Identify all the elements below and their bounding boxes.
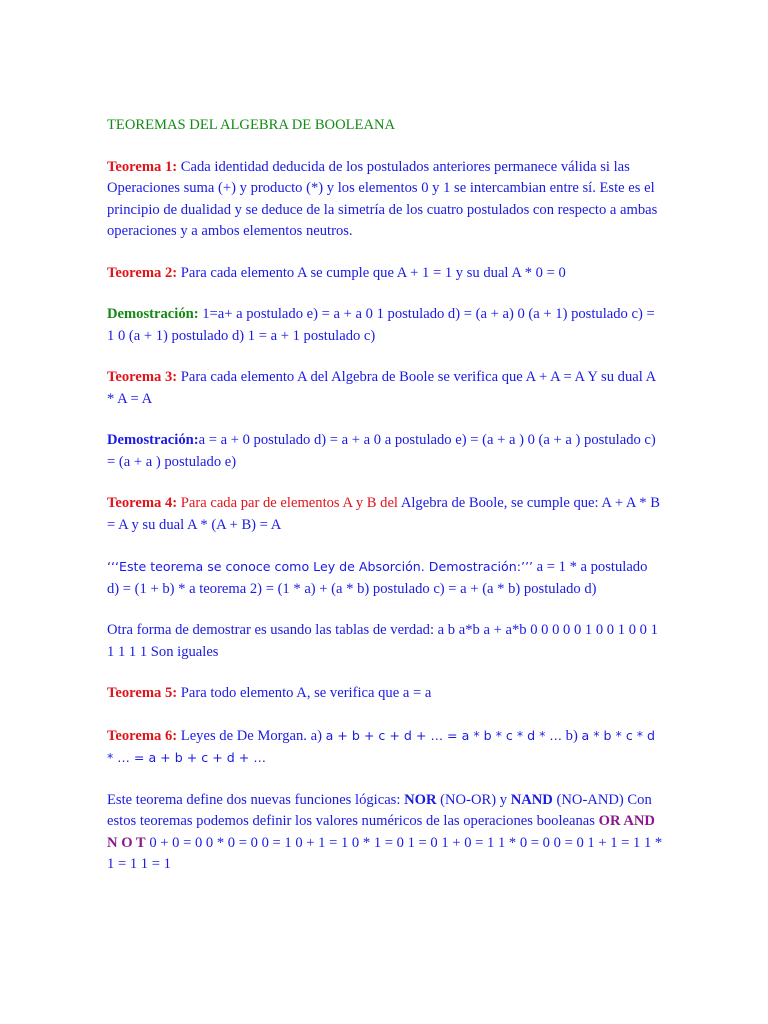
- theorem-4-label: Teorema 4:: [107, 495, 178, 511]
- final-text-2: (NO-OR) y: [436, 791, 511, 808]
- proof-3-label: Demostración:: [107, 432, 199, 448]
- title-text: TEOREMAS DEL ALGEBRA DE BOOLEANA: [107, 117, 396, 133]
- theorem-6-text: Leyes de De Morgan. a): [177, 727, 326, 744]
- proof-2: [107, 304, 663, 347]
- theorem-3-text: Para cada elemento A del Algebra de Boole se verifica que A + A = A Y su dual A * A = A: [107, 369, 656, 407]
- theorem-6-label: Teorema 6:: [107, 727, 178, 744]
- nor-label: NOR: [404, 791, 437, 808]
- theorem-2: [107, 263, 663, 285]
- demorgan-a: a + b + c + d + … = a * b * c * d * …: [325, 727, 563, 743]
- final-text-4: 0 + 0 = 0 0 * 0 = 0 0 = 1 0 + 1 = 1 0 * 1 = 0 1 = 0 1 + 0 = 1 1 * 0 = 0 0 = 0 1 + 1 = 1 1 * 1 = 1 1 = 1: [107, 834, 663, 872]
- theorem-4-red-text: Para cada par de elementos A y B del: [177, 495, 398, 511]
- theorem-5-label: Teorema 5:: [107, 685, 178, 701]
- truth-table-content: Otra forma de demostrar es usando las tablas de verdad: a b a*b a + a*b 0 0 0 0 0 1 0 0 1 0 0 1 1 1 1 1 Son iguales: [107, 622, 658, 660]
- theorem-1: [107, 157, 663, 243]
- theorem-3: [107, 367, 663, 410]
- theorem-4-text: Algebra de Boole, se cumple que: A + A * B = A y su dual A * (A + B) = A: [107, 495, 660, 533]
- absorption-proof: [107, 556, 663, 600]
- truth-table-text: [107, 620, 663, 663]
- theorem-6: [107, 725, 663, 770]
- document-content: [107, 115, 663, 896]
- proof-3-text: a = a + 0 postulado d) = a + a 0 a postulado e) = (a + a ) 0 (a + a ) postulado c) = (a + a ) postulado e): [107, 432, 656, 470]
- theorem-5-text: Para todo elemento A, se verifica que a = a: [177, 685, 432, 701]
- theorem-1-label: Teorema 1:: [107, 158, 178, 175]
- final-text-3: (NO-AND) Con estos teoremas podemos definir los valores numéricos de las operaciones booleanas: [107, 791, 652, 829]
- absorption-intro: ‘‘‘Este teorema se conoce como Ley de Absorción. Demostración:’’’: [107, 559, 533, 574]
- nand-label: NAND: [510, 791, 553, 808]
- ops-label: OR AND N O T: [107, 813, 655, 851]
- proof-2-text: 1=a+ a postulado e) = a + a 0 1 postulado d) = (a + a) 0 (a + 1) postulado c) = 1 0 (a + 1) postulado d) 1 = a + 1 postulado c): [107, 306, 655, 344]
- absorption-text: a = 1 * a postulado d) = (1 + b) * a teorema 2) = (1 * a) + (a * b) postulado c) = a + (a * b) postulado d): [107, 559, 648, 597]
- document-title: [107, 115, 663, 137]
- theorem-2-label: Teorema 2:: [107, 264, 178, 281]
- theorem-3-label: Teorema 3:: [107, 369, 178, 385]
- theorem-1-text: Cada identidad deducida de los postulados anteriores permanece válida si las Operaciones suma (+) y producto (*) y los elementos 0 y 1 se intercambian entre sí. Este es el principio de dualidad y se deduce de la simetría de los cuatro postulados con respecto a ambas operaciones y a ambos elementos neutros.: [107, 158, 658, 239]
- proof-3: [107, 430, 663, 473]
- theorem-6-mid: b): [562, 727, 582, 744]
- proof-2-label: Demostración:: [107, 306, 199, 322]
- theorem-4: [107, 493, 663, 536]
- demorgan-b: a * b * c * d * … = a + b + c + d + …: [107, 727, 656, 765]
- final-paragraph: [107, 790, 663, 876]
- final-text-1: Este teorema define dos nuevas funciones lógicas:: [107, 791, 405, 808]
- theorem-2-text: Para cada elemento A se cumple que A + 1 = 1 y su dual A * 0 = 0: [177, 264, 566, 281]
- theorem-5: [107, 683, 663, 705]
